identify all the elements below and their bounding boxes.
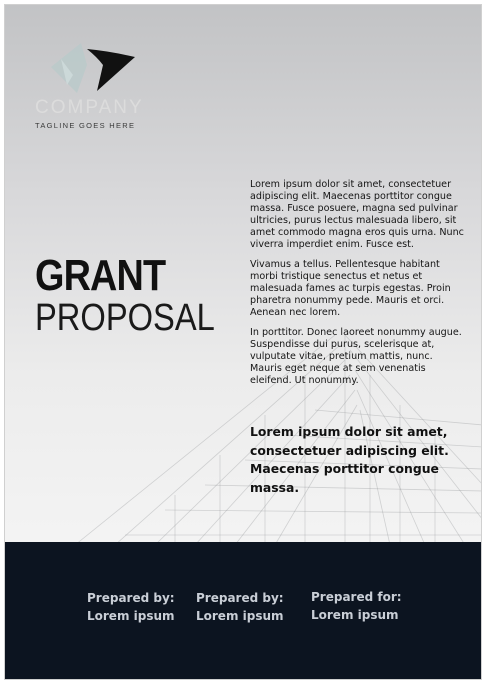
prepared-label: Prepared by: [196,591,284,605]
company-tagline: TAGLINE GOES HERE [35,121,136,130]
triangle-logo-icon [47,35,137,97]
prepared-by-block-2 [196,589,284,625]
prepared-label: Prepared by: [87,591,175,605]
company-name: COMPANY [35,97,144,118]
title-grant: GRANT [35,251,166,300]
prepared-value: Lorem ipsum [311,608,399,622]
title-proposal: PROPOSAL [35,297,215,339]
prepared-value: Lorem ipsum [87,609,175,623]
prepared-label: Prepared for: [311,590,402,604]
body-text-block [250,179,465,395]
prepared-value: Lorem ipsum [196,609,284,623]
body-paragraph: In porttitor. Donec laoreet nonummy augue. Suspendisse dui purus, scelerisque at, vulputate vitae, pretium mattis, nunc. Mauris eget neque at sem venenatis eleifend. Ut nonummy. [250,327,462,386]
prepared-by-block-1 [87,589,175,625]
document-page [4,4,482,680]
body-paragraph: Vivamus a tellus. Pellentesque habitant morbi tristique senectus et netus et malesuada fames ac turpis egestas. Proin pharetra nonummy pede. Mauris et orci. Aenean nec lorem. [250,259,451,318]
highlight-text: Lorem ipsum dolor sit amet, consectetuer adipiscing elit. Maecenas porttitor congue massa. [250,424,449,495]
footer-band [5,542,482,680]
prepared-for-block [311,588,402,624]
body-paragraph: Lorem ipsum dolor sit amet, consectetuer adipiscing elit. Maecenas porttitor congue massa. Fusce posuere, magna sed pulvinar ultricies, purus lectus malesuada libero, sit amet commodo magna eros quis urna. Nunc viverra imperdiet enim. Fusce est. [250,179,464,250]
